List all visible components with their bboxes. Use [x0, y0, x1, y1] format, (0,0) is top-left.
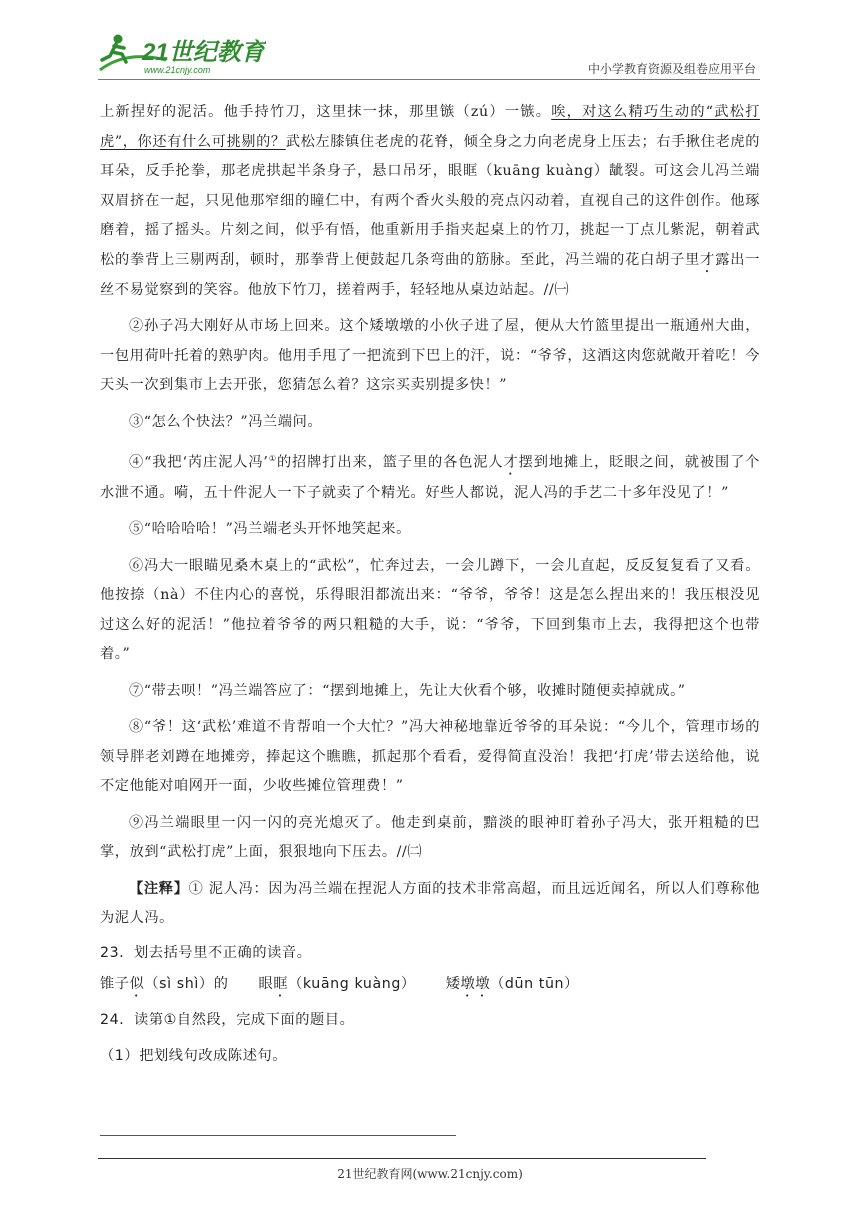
answer-line[interactable]: [100, 1135, 456, 1136]
document-body: [100, 98, 760, 1071]
item-1: 锥子似（sì shì）的: [100, 976, 229, 993]
svg-text:21世纪教育: 21世纪教育: [142, 39, 265, 66]
site-logo[interactable]: [96, 30, 266, 76]
header-divider: [98, 79, 760, 80]
paragraph-8: ⑧“爷！这‘武松’难道不肯帮咱一个大忙？”冯大神秘地靠近爷爷的耳朵说：“今儿个，管理市场的领导胖老刘蹲在地摊旁，捧起这个瞧瞧，抓起那个看看，爱得简直没治！我把‘打虎’带去送给他，说不定他能对咱网开一面，少收些摊位管理费！”: [100, 719, 760, 795]
question-23-items: [100, 970, 760, 1000]
dotted-char: 才: [700, 251, 716, 268]
page-header: [0, 0, 860, 82]
paragraph-2: ②孙子冯大刚好从市场上回来。这个矮墩墩的小伙子进了屋，便从大竹篮里提出一瓶通州大曲，一包用荷叶托着的熟驴肉。他用手甩了一把流到下巴上的汗，说：“爷爷，这酒这肉您就敞开着吃！今天头一次到集市上去开张，您猜怎么着？这宗买卖别提多快！”: [100, 318, 760, 393]
question-23: 23．划去括号里不正确的读音。: [100, 944, 312, 961]
underlined-sentence: 唉，对这么精巧生动的“武松打虎”，你还有什么可挑剔的？: [100, 104, 760, 150]
question-24-1: （1）把划线句改成陈述句。: [100, 1047, 288, 1064]
paragraph-4: ④“我把‘芮庄泥人冯’①的招牌打出来，篮子里的各色泥人才摆到地摊上，眨眼之间，就被围了个水泄不通。嗬，五十件泥人一下子就卖了个精光。好些人都说，泥人冯的手艺二十多年没见了！”: [100, 454, 760, 501]
annotation-note: 【注释】① 泥人冯：因为冯兰端在捏泥人方面的技术非常高超，而且远近闻名，所以人们尊称他为泥人冯。: [100, 880, 760, 927]
paragraph-7: ⑦“带去呗！”冯兰端答应了：“摆到地摊上，先让大伙看个够，收摊时随便卖掉就成。”: [129, 682, 686, 699]
footer-divider: [98, 1158, 706, 1159]
item-3: 矮墩墩（dūn tūn）: [445, 976, 579, 993]
note-label: 【注释】: [129, 880, 189, 897]
svg-text:www.21cnjy.com: www.21cnjy.com: [144, 65, 211, 75]
question-24: 24．读第①自然段，完成下面的题目。: [100, 1012, 355, 1029]
paragraph-5: ⑤“哈哈哈哈！”冯兰端老头开怀地笑起来。: [129, 521, 411, 538]
paragraph-3: ③“怎么个快法？”冯兰端问。: [129, 413, 323, 430]
paragraph-1-continued: 上新捏好的泥活。他手持竹刀，这里抹一抹，那里镞（zú）一镞。唉，对这么精巧生动的“武松打虎”，你还有什么可挑剔的？武松左膝镇住老虎的花脊，倾全身之力向老虎身上压去；右手揪住老虎的耳朵，反手抡拳，那老虎拱起半条身子，悬口吊牙，眼眶（kuāng kuàng）龇裂。可这会儿冯兰端双眉挤在一起，只见他那窄细的瞳仁中，有两个香火头般的亮点闪动着，直视自己的这件创作。他琢磨着，摇了摇头。片刻之间，似乎有悟，他重新用手指夹起桌上的竹刀，挑起一丁点儿紫泥，朝着武松的拳背上三剔两刮，顿时，那拳背上便鼓起几条弯曲的筋脉。至此，冯兰端的花白胡子里才露出一丝不易觉察到的笑容。他放下竹刀，搓着两手，轻轻地从桌边站起。//㈠: [100, 104, 760, 298]
runner-logo-icon: [96, 30, 266, 76]
footnote-marker: ①: [268, 454, 277, 463]
paragraph-6: ⑥冯大一眼瞄见桑木桌上的“武松”，忙奔过去，一会儿蹲下，一会儿直起，反反复复看了又看。他按捺（nà）不住内心的喜悦，乐得眼泪都流出来：“爷爷，爷爷！这是怎么捏出来的！我压根没见过这么好的泥活！”他拉着爷爷的两只粗糙的大手，说：“爷爷，下回到集市上去，我得把这个也带着。”: [100, 557, 760, 663]
footer-text: 21世纪教育网(www.21cnjy.com): [337, 1167, 523, 1181]
dotted-char: 才: [503, 454, 519, 471]
paragraph-9: ⑨冯兰端眼里一闪一闪的亮光熄灭了。他走到桌前，黯淡的眼神盯着孙子冯大，张开粗糙的巴掌，放到“武松打虎”上面，狠狠地向下压去。//㈡: [100, 814, 760, 861]
item-2: 眼眶（kuāng kuàng）: [258, 976, 416, 993]
platform-title: 中小学教育资源及组卷应用平台: [587, 62, 756, 76]
